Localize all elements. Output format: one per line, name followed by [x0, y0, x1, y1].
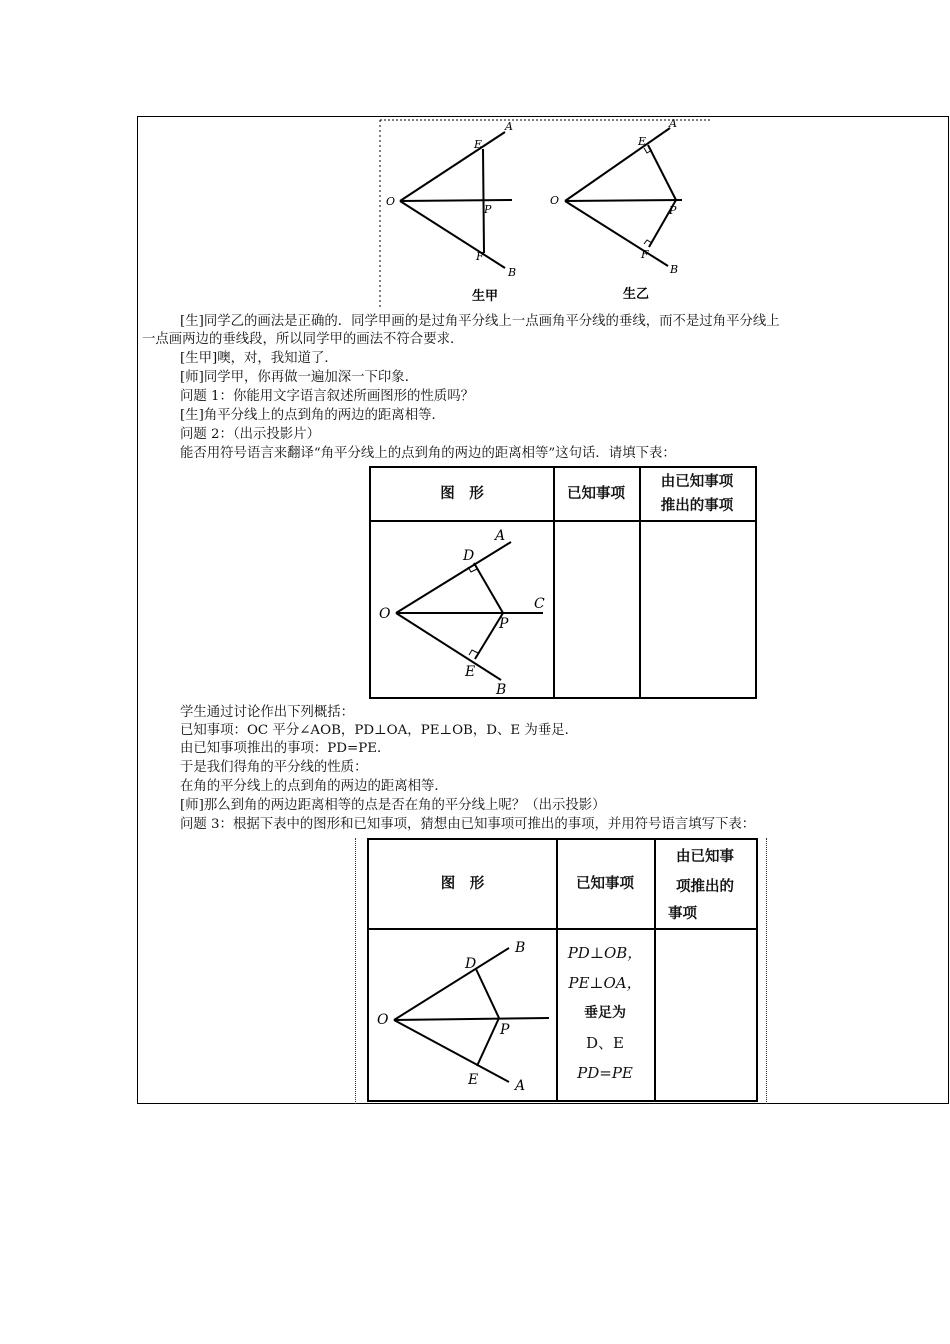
table-1-figure — [371, 522, 553, 697]
label-O: O — [386, 195, 396, 208]
teacher-question: [师]那么到角的两边距离相等的点是否在角的平分线上呢？（出示投影） — [180, 798, 606, 813]
table-2-header-derived-2: 项推出的 — [676, 879, 734, 895]
caption-student-yi: 生乙 — [623, 287, 650, 302]
property-statement: 在角的平分线上的点到角的两边的距离相等． — [180, 779, 448, 794]
label-B: B — [508, 266, 517, 279]
label-F: F — [641, 248, 649, 261]
label-E: E — [468, 1072, 479, 1088]
label-A: A — [669, 117, 677, 130]
label-P: P — [499, 616, 509, 632]
label-B: B — [670, 263, 679, 276]
label-D: D — [465, 956, 477, 972]
label-P: P — [500, 1022, 510, 1038]
table-1-header-figure: 图 形 — [440, 486, 484, 502]
caption-student-jia: 生甲 — [472, 289, 499, 304]
question-1: 问题 1：你能用文字语言叙述所画图形的性质吗？ — [180, 389, 474, 404]
student-answer: [生]角平分线上的点到角的两边的距离相等． — [180, 408, 445, 423]
label-B: B — [515, 940, 526, 956]
known-foot-label: 垂足为 — [584, 1005, 626, 1021]
paragraph-student-comment: [生]同学乙的画法是正确的．同学甲画的是过角平分线上一点画角平分线的垂线，而不是过角平分线上 — [180, 314, 780, 329]
top-figure — [380, 118, 710, 310]
label-D: D — [463, 548, 475, 564]
table-1-header-derived-2: 推出的事项 — [660, 498, 734, 514]
summary-known: 已知事项：OC 平分∠AOB，PD⊥OA，PE⊥OB，D、E 为垂足． — [180, 723, 578, 738]
table-1-header-known: 已知事项 — [567, 486, 625, 502]
label-O: O — [550, 194, 560, 207]
label-A: A — [505, 120, 513, 133]
table-2-header-derived-3: 事项 — [668, 906, 697, 922]
table-2-header-figure: 图 形 — [440, 876, 485, 892]
label-F: F — [476, 250, 484, 263]
label-E: E — [474, 138, 483, 151]
label-C: C — [534, 596, 545, 612]
summary-intro: 学生通过讨论作出下列概括： — [180, 705, 355, 720]
figure-student-yi — [550, 117, 682, 302]
property-intro: 于是我们得角的平分线的性质： — [180, 760, 368, 775]
paragraph-teacher: [师]同学甲，你再做一遍加深一下印象． — [180, 370, 419, 385]
label-E: E — [638, 135, 647, 148]
table-2-header-known: 已知事项 — [576, 876, 634, 892]
label-O: O — [379, 606, 391, 622]
paragraph-student-comment-cont: 一点画两边的垂线段，所以同学甲的画法不符合要求． — [142, 332, 464, 347]
dotted-guide-left — [355, 838, 356, 1104]
label-A: A — [515, 1078, 526, 1094]
label-P: P — [669, 204, 677, 217]
question-2: 问题 2：（出示投影片） — [180, 427, 320, 442]
known-pd-perp-ob: PD⊥OB， — [567, 944, 643, 962]
label-B: B — [496, 682, 507, 698]
table-1-header-derived-1: 由已知事项 — [660, 474, 734, 490]
label-O: O — [377, 1012, 389, 1028]
figure-student-jia — [386, 120, 516, 304]
label-P: P — [484, 203, 492, 216]
known-pd-eq-pe: PD=PE — [577, 1064, 633, 1082]
table-1 — [369, 466, 757, 699]
paragraph-student-jia: [生甲]噢，对，我知道了． — [180, 351, 338, 366]
table-2-figure — [369, 930, 556, 1100]
known-pe-perp-oa: PE⊥OA， — [568, 974, 642, 992]
dotted-guide-right — [766, 838, 767, 1104]
known-foot-points: D、E — [586, 1034, 624, 1052]
label-A: A — [495, 528, 506, 544]
question-2-prompt: 能否用符号语言来翻译“角平分线上的点到角的两边的距离相等”这句话．请填下表： — [180, 446, 676, 461]
summary-derived: 由已知事项推出的事项：PD=PE． — [180, 741, 391, 756]
question-3: 问题 3：根据下表中的图形和已知事项，猜想由已知事项可推出的事项，并用符号语言填写下表： — [180, 817, 756, 832]
table-2 — [367, 838, 758, 1102]
table-2-header-derived-1: 由已知事 — [676, 849, 734, 865]
label-E: E — [465, 664, 476, 680]
